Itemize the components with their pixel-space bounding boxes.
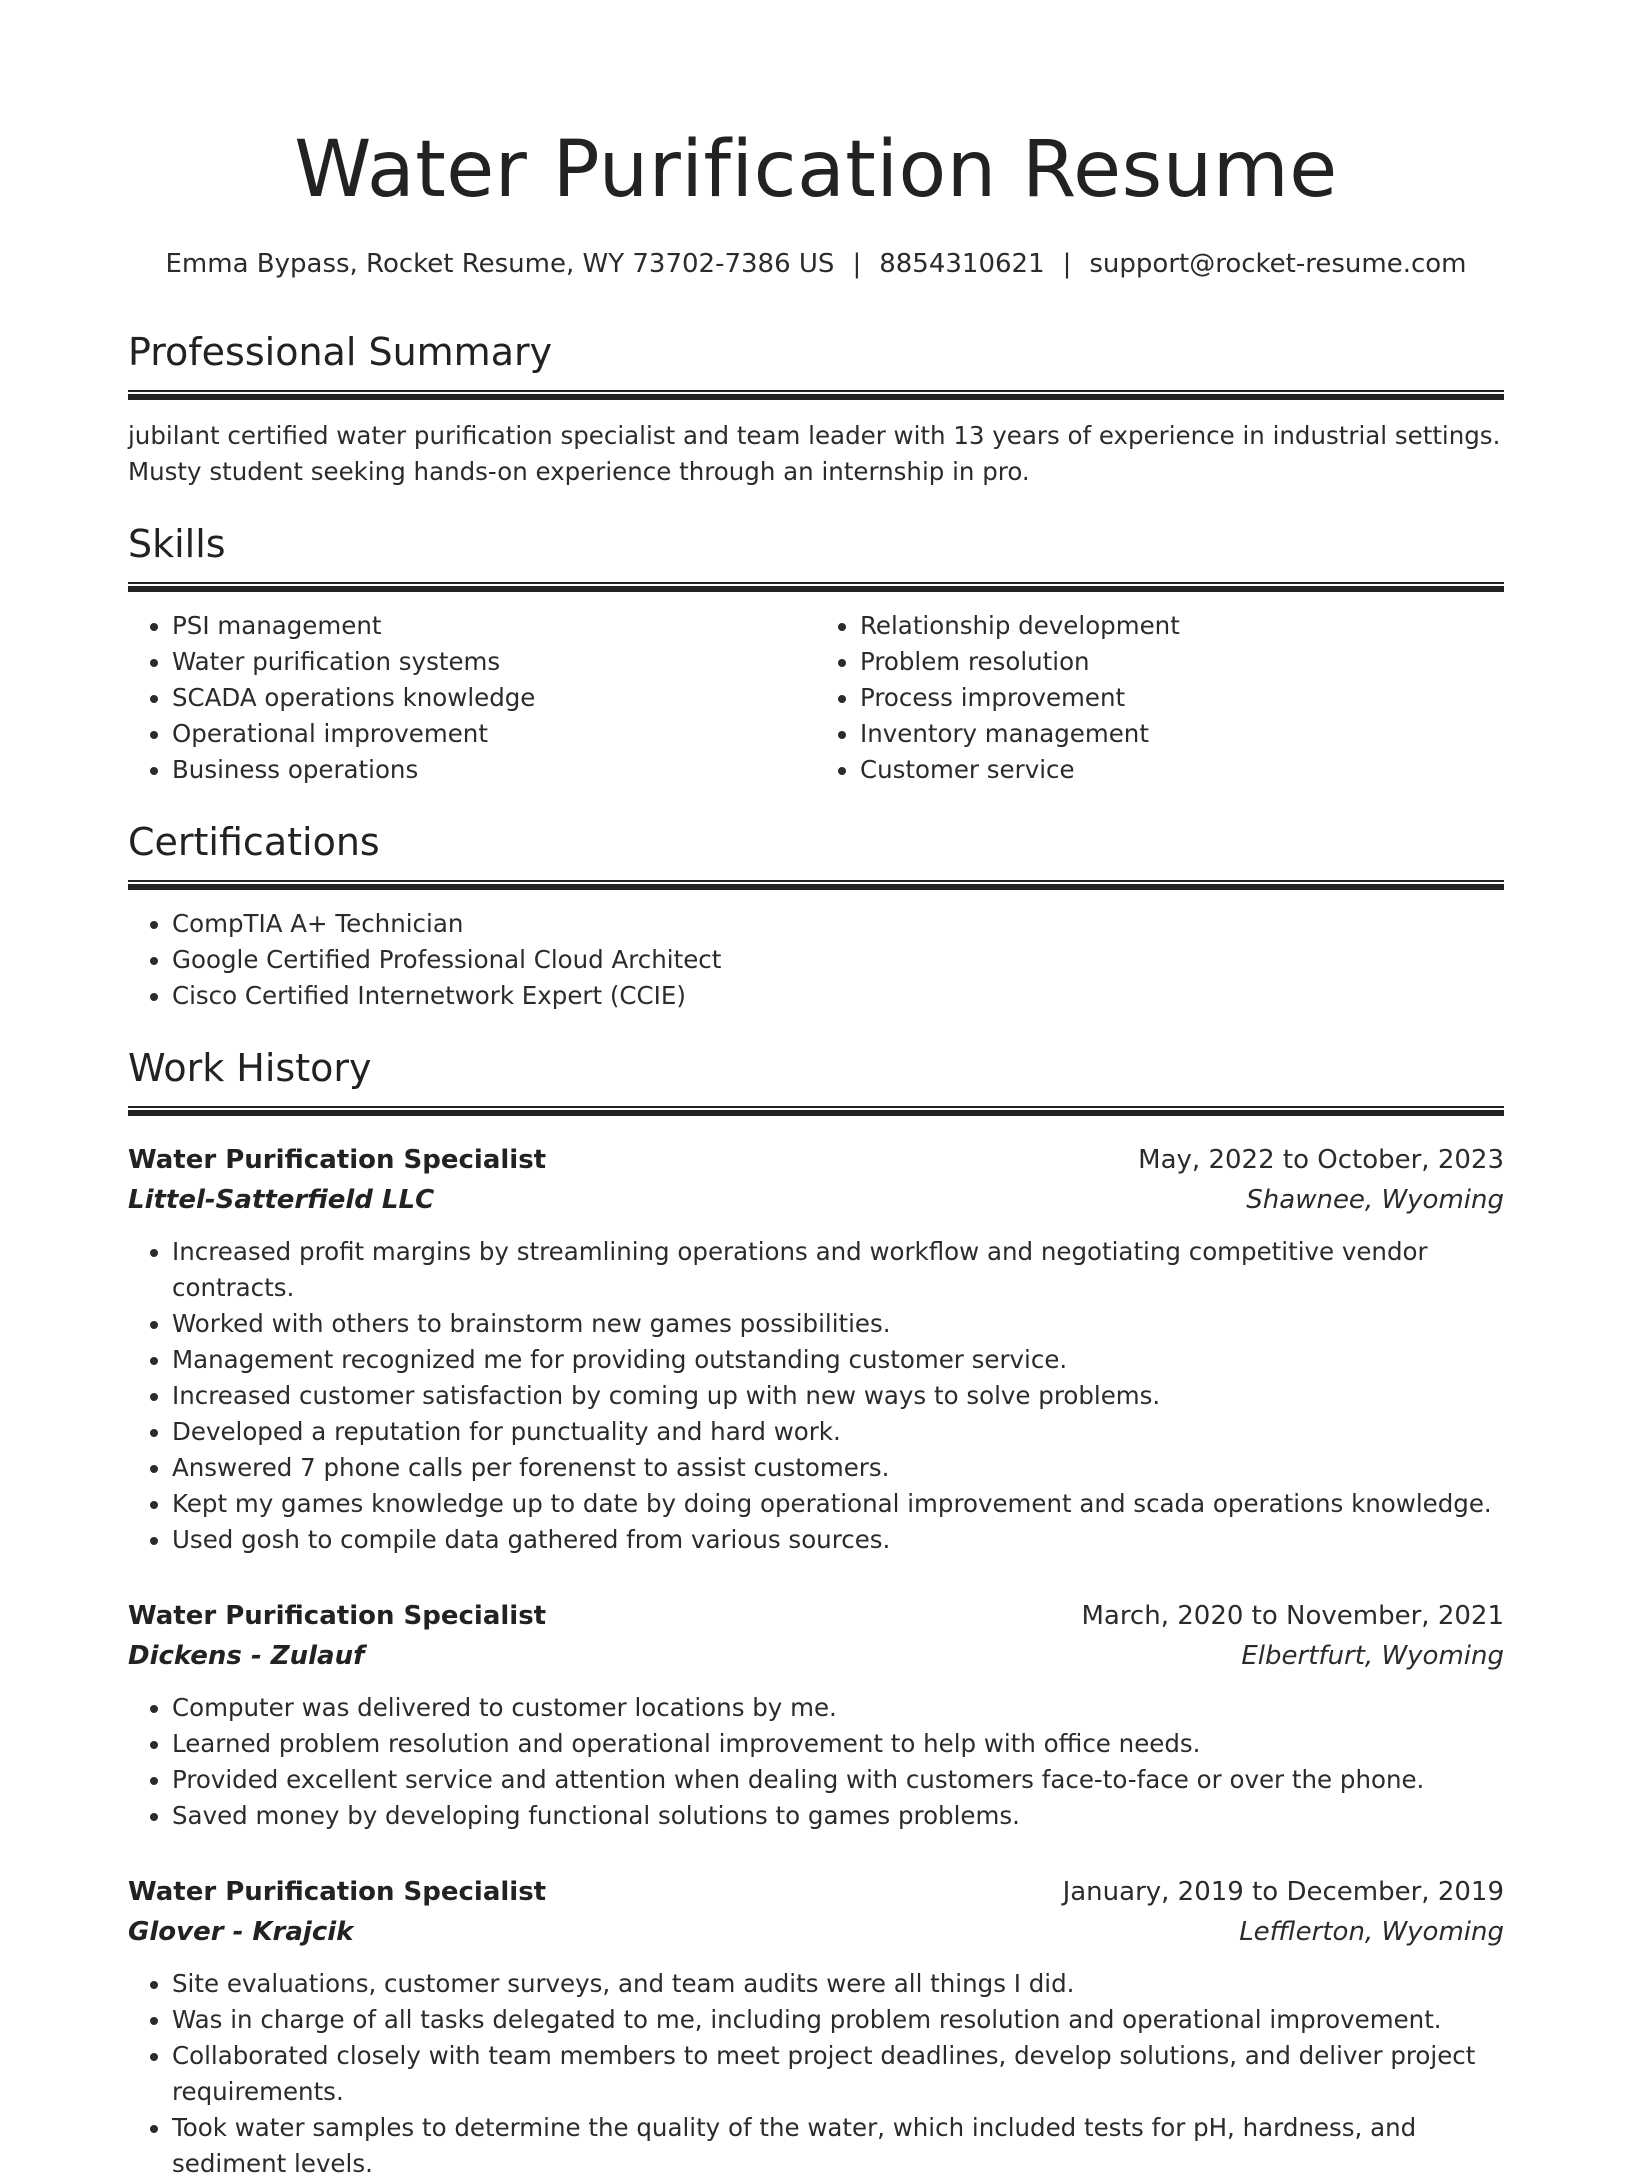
- skill-item: • Customer service: [860, 752, 1504, 788]
- certifications-section-header: [128, 818, 1504, 890]
- job-dates: May, 2022 to October, 2023: [1138, 1145, 1504, 1175]
- certification-item: • CompTIA A+ Technician: [172, 906, 1504, 942]
- job-bullet: • Used gosh to compile data gathered from various sources.: [172, 1522, 1504, 1558]
- job-bullet: • Collaborated closely with team members to meet project deadlines, develop solutions, and deliver project requirements.: [172, 2038, 1504, 2110]
- job-header: [128, 1596, 1504, 1636]
- job-bullet: • Was in charge of all tasks delegated to me, including problem resolution and operational improvement.: [172, 2002, 1504, 2038]
- contact-line: [128, 246, 1504, 282]
- contact-address: Emma Bypass, Rocket Resume, WY 73702-7386 US: [165, 249, 835, 279]
- work-heading: Work History: [128, 1046, 372, 1090]
- job-bullet: • Took water samples to determine the quality of the water, which included tests for pH, hardness, and sediment levels.: [172, 2110, 1504, 2182]
- certifications-list: [128, 906, 1504, 1014]
- job-bullet: • Computer was delivered to customer locations by me.: [172, 1690, 1504, 1726]
- summary-section-header: [128, 328, 1504, 400]
- job-bullet: • Increased profit margins by streamlining operations and workflow and negotiating competitive vendor contracts.: [172, 1234, 1504, 1306]
- job-bullet: • Site evaluations, customer surveys, and team audits were all things I did.: [172, 1966, 1504, 2002]
- skills-column-left: [128, 608, 816, 788]
- contact-email[interactable]: support@rocket-resume.com: [1089, 249, 1467, 279]
- job-subheader: [128, 1180, 1504, 1220]
- job-bullets: [128, 1234, 1504, 1558]
- job-entry: [128, 1596, 1504, 1834]
- job-location: Elbertfurt, Wyoming: [1241, 1641, 1504, 1671]
- work-section-header: [128, 1044, 1504, 1116]
- skill-item: • Process improvement: [860, 680, 1504, 716]
- job-header: [128, 1872, 1504, 1912]
- job-subheader: [128, 1636, 1504, 1676]
- job-header: [128, 1140, 1504, 1180]
- job-bullet: • Kept my games knowledge up to date by doing operational improvement and scada operations knowledge.: [172, 1486, 1504, 1522]
- skill-item: • Business operations: [172, 752, 816, 788]
- job-subheader: [128, 1912, 1504, 1952]
- skill-item: • Water purification systems: [172, 644, 816, 680]
- skills-heading: Skills: [128, 522, 226, 566]
- job-bullets: [128, 1966, 1504, 2182]
- summary-heading: Professional Summary: [128, 330, 553, 374]
- skill-item: • PSI management: [172, 608, 816, 644]
- job-title: Water Purification Specialist: [128, 1601, 547, 1631]
- contact-phone: 8854310621: [879, 249, 1045, 279]
- skill-item: • Inventory management: [860, 716, 1504, 752]
- job-company: Dickens - Zulauf: [128, 1641, 365, 1671]
- job-bullet: • Answered 7 phone calls per forenenst to assist customers.: [172, 1450, 1504, 1486]
- job-company: Littel-Satterfield LLC: [128, 1185, 435, 1215]
- section-divider: [128, 1106, 1504, 1116]
- certification-item: • Cisco Certified Internetwork Expert (CCIE): [172, 978, 1504, 1014]
- job-bullet: • Developed a reputation for punctuality and hard work.: [172, 1414, 1504, 1450]
- section-divider: [128, 390, 1504, 400]
- job-bullet: • Management recognized me for providing outstanding customer service.: [172, 1342, 1504, 1378]
- job-bullet: • Learned problem resolution and operational improvement to help with office needs.: [172, 1726, 1504, 1762]
- resume-title: Water Purification Resume: [294, 125, 1338, 215]
- skills-column-right: [816, 608, 1504, 788]
- section-divider: [128, 582, 1504, 592]
- job-company: Glover - Krajcik: [128, 1917, 354, 1947]
- job-title: Water Purification Specialist: [128, 1877, 547, 1907]
- summary-text: jubilant certified water purification specialist and team leader with 13 years of experience in industrial settings. Musty student seeking hands-on experience through an internship in pro.: [128, 421, 1501, 486]
- skill-item: • Relationship development: [860, 608, 1504, 644]
- skill-item: • SCADA operations knowledge: [172, 680, 816, 716]
- certifications-heading: Certifications: [128, 820, 380, 864]
- job-bullet: • Provided excellent service and attention when dealing with customers face-to-face or over the phone.: [172, 1762, 1504, 1798]
- job-bullet: • Worked with others to brainstorm new games possibilities.: [172, 1306, 1504, 1342]
- job-entry: [128, 1140, 1504, 1558]
- job-dates: March, 2020 to November, 2021: [1081, 1601, 1504, 1631]
- skill-item: • Operational improvement: [172, 716, 816, 752]
- skills-section-header: [128, 520, 1504, 592]
- job-bullets: [128, 1690, 1504, 1834]
- skill-item: • Problem resolution: [860, 644, 1504, 680]
- contact-separator: |: [1062, 249, 1072, 279]
- job-dates: January, 2019 to December, 2019: [1062, 1877, 1504, 1907]
- job-location: Shawnee, Wyoming: [1246, 1185, 1504, 1215]
- skills-list: [128, 592, 1504, 788]
- contact-separator: |: [852, 249, 862, 279]
- certification-item: • Google Certified Professional Cloud Architect: [172, 942, 1504, 978]
- job-entry: [128, 1872, 1504, 2182]
- job-bullet: • Increased customer satisfaction by coming up with new ways to solve problems.: [172, 1378, 1504, 1414]
- job-bullet: • Saved money by developing functional solutions to games problems.: [172, 1798, 1504, 1834]
- job-location: Lefflerton, Wyoming: [1239, 1917, 1504, 1947]
- section-divider: [128, 880, 1504, 890]
- job-title: Water Purification Specialist: [128, 1145, 547, 1175]
